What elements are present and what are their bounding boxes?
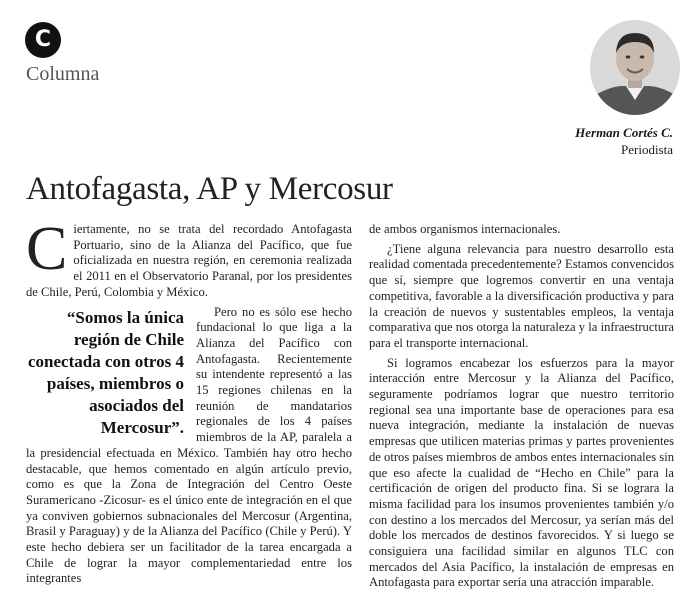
pull-quote: “Somos la única región de Chile conectada con otros 4 países, miembros o asociados del Mercosur”. bbox=[28, 307, 184, 437]
article-paragraph: Si logramos encabezar los esfuerzos para la mayor interacción entre Mercosur y la Alianza del Pacífico, seguramente podríamos lograr que nuestro territorio regional sea una importante base de operaciones para esa nueva integración, mediante la instalación de nuevas empresas que utilicen materias primas y partes provenientes de otros países miembros de ambos entes internacionales sin que eso afecte la cualidad de “Hecho en Chile” para la certificación de origen del producto fina. Si se lograra la misma facilidad para los insumos provenientes también y/o con destino a los mercados del Mercosur, ya serían más del doble los mercados de destinos favorecidos. Y si luego se consiguiera una facilidad similar en algunos TLC con mercados del Asia Pacífico, la instalación de empresas en Antofagasta para exportar sería una atracción imparable. bbox=[369, 355, 674, 590]
section-label: Columna bbox=[26, 63, 100, 85]
author-role: Periodista bbox=[621, 142, 673, 157]
author-portrait-image bbox=[590, 20, 680, 115]
article-headline: Antofagasta, AP y Mercosur bbox=[26, 171, 393, 207]
article-column-right bbox=[369, 222, 674, 595]
article-paragraph: de ambos organismos internacionales. bbox=[369, 222, 561, 236]
section-badge: C bbox=[25, 22, 61, 58]
author-name: Herman Cortés C. bbox=[575, 125, 673, 140]
author-photo bbox=[590, 20, 680, 115]
article-paragraph: Ciertamente, no se trata del recordado Antofagasta Portuario, sino de la Alianza del Pacífico, que fue oficializada en nuestra región, en ceremonia realizada el 2011 en el Observatorio Paranal, por los presidentes de Chile, Perú, Colombia y México. bbox=[26, 215, 352, 299]
article-column-left bbox=[26, 215, 352, 591]
drop-cap: C bbox=[26, 215, 68, 283]
article-paragraph: “Somos la única región de Chile conectada con otros 4 países, miembros o asociados del Mercosur”. Pero no es sólo ese hecho fundacional lo que liga a la Alianza del Pacífico con Antofagasta. Recientemente su intendente representó a las 15 regiones chilenas en la reunión de mandatarios regionales de los 4 países miembros de la AP, paralela a la presidencial efectuada en México. También hay otro hecho destacable, que hemos comentado en algún artículo previo, como es que la Zona de Integración del Centro Oeste Suramericano -Zicosur- es el único ente de integración en el que ya conviven gobiernos subnacionales del Mercosur (Argentina, Brasil y Paraguay) y de la Alianza del Pacífico (Chile y Perú). Y este hecho debiera ser un facilitador de la tarea encargada a Chile de lograr la mayor complementariedad entre los integrantes bbox=[26, 304, 352, 586]
article-paragraph: ¿Tiene alguna relevancia para nuestro desarrollo esta realidad comentada precedentemente? Estamos convencidos que sí, siempre que logremos convertir en una ventaja competitiva, favorable a la diversificación productiva y para la creación de nuevos y sustentables empleos, la ventaja comparativa que nos otorga la naturaleza y la infraestructura para el transporte internacional. bbox=[369, 241, 674, 350]
